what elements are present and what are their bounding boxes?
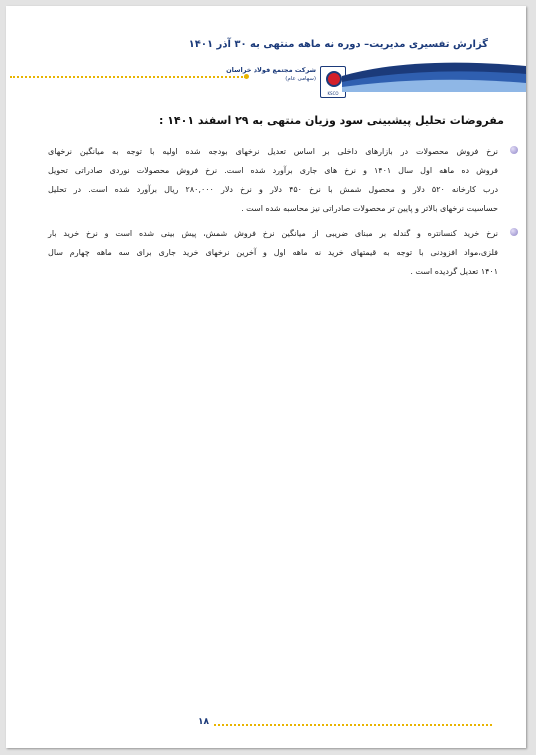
paragraph-line: نرخ فروش محصولات در بازارهای داخلی بر اساس تعدیل نرخهای بودجه شده اولیه با توجه به میانگین نرخهای — [48, 147, 498, 156]
list-item — [48, 142, 498, 218]
bullet-dot-icon — [510, 228, 518, 236]
header-dotted-rule — [10, 76, 246, 78]
document-page — [6, 6, 526, 748]
company-type: (سهامی عام) — [285, 76, 316, 82]
paragraph-line: درب کارخانه ۵۲۰ دلار و محصول شمش با نرخ ۴۵۰ دلار و نرخ دلار ۲۸۰,۰۰۰ ریال برآورد شده است. در تحلیل — [48, 185, 499, 194]
paragraph-line: حساسیت نرخهای بالاتر و پایین تر محصولات صادراتی نیز محاسبه شده است . — [241, 204, 498, 213]
header-banner-swoosh — [342, 62, 526, 92]
footer-dotted-rule — [214, 724, 492, 726]
header-rule-end-dot — [244, 74, 249, 79]
paragraph-line: فروش ده ماهه اول سال ۱۴۰۱ و نرخ های جاری برآورد شده است. نرخ فروش محصولات نوردی صادراتی تحویل — [48, 166, 499, 175]
paragraph-line: ۱۴۰۱ تعدیل گردیده است . — [410, 267, 498, 276]
report-title: گزارش تفسیری مدیریت– دوره نه ماهه منتهی به ۳۰ آذر ۱۴۰۱ — [188, 39, 488, 50]
paragraph-line: فلزی،مواد افزودنی با توجه به قیمتهای خرید نه ماهه اول و آخرین نرخهای خرید جاری برای سه ماهه چهارم سال — [48, 248, 498, 257]
section-heading: مفروضات تحلیل پیشبینی سود وزیان منتهی به ۲۹ اسفند ۱۴۰۱ : — [158, 114, 504, 127]
list-item — [48, 224, 498, 281]
assumptions-list — [48, 142, 498, 287]
page-number: ۱۸ — [198, 717, 209, 727]
company-logo-icon: KSCO — [320, 66, 346, 98]
paragraph-line: نرخ خرید کنسانتره و گندله بر مبنای ضریبی از میانگین نرخ فروش شمش، پیش بینی شده است و نرخ خرید بار — [48, 229, 498, 238]
company-block — [226, 66, 316, 82]
bullet-dot-icon — [510, 146, 518, 154]
company-name: شرکت مجتمع فولاد خراسان — [226, 66, 316, 74]
